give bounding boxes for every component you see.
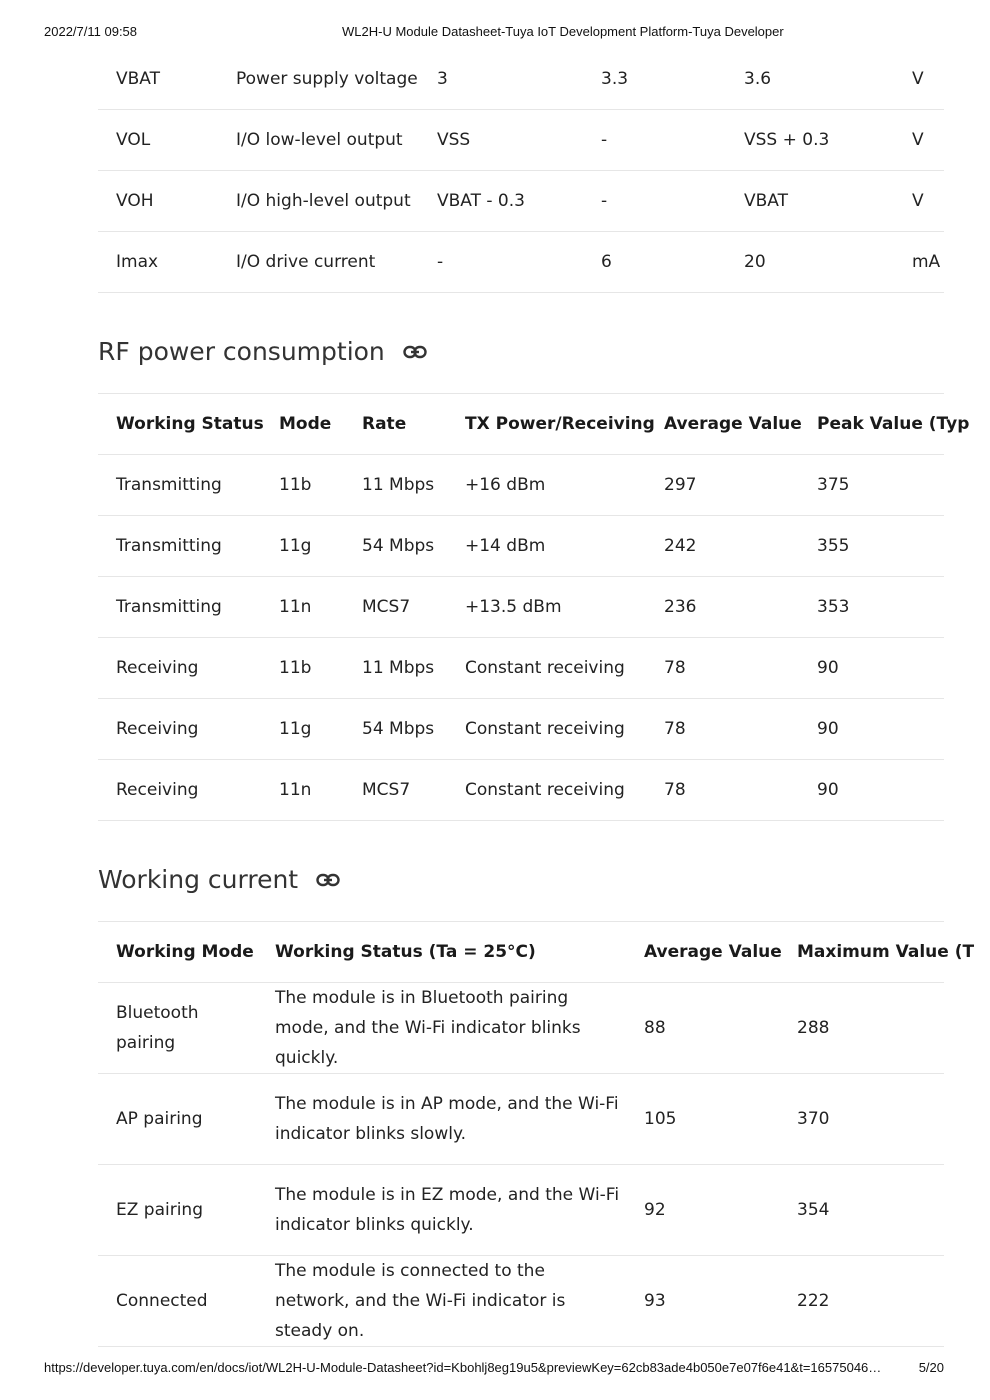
table-row bbox=[98, 171, 944, 232]
peak-value-cell: 375 bbox=[817, 475, 850, 495]
average-value-cell: 93 bbox=[644, 1291, 666, 1311]
tx-power-cell: Constant receiving bbox=[465, 780, 625, 800]
table-row bbox=[98, 110, 944, 171]
working-status-cell: Receiving bbox=[116, 719, 199, 739]
print-date: 2022/7/11 09:58 bbox=[44, 24, 138, 39]
document-title: WL2H-U Module Datasheet-Tuya IoT Development Platform-Tuya Developer bbox=[342, 24, 784, 39]
rate-cell: 11 Mbps bbox=[362, 475, 435, 495]
page-url: https://developer.tuya.com/en/docs/iot/WL2H-U-Module-Datasheet?id=Kbohlj8eg19u5&previewKey=62cb83ade4b050e7e07f6e41&t=16575046… bbox=[44, 1360, 882, 1375]
section-heading-rf-power bbox=[98, 337, 427, 366]
table-row bbox=[98, 577, 944, 638]
table-row bbox=[98, 638, 944, 699]
mode-cell: 11n bbox=[279, 597, 312, 617]
print-header bbox=[44, 24, 946, 42]
column-header: Average Value bbox=[644, 942, 782, 962]
working-status-cell: The module is in AP mode, and the Wi-Fi indicator blinks slowly. bbox=[275, 1094, 619, 1144]
average-value-cell: 78 bbox=[664, 780, 686, 800]
column-header: Average Value bbox=[664, 414, 802, 434]
param-description: I/O low-level output bbox=[236, 130, 403, 150]
param-symbol: VOL bbox=[116, 130, 151, 150]
average-value-cell: 92 bbox=[644, 1200, 666, 1220]
param-typ: 3.3 bbox=[601, 69, 629, 89]
tx-power-cell: +16 dBm bbox=[465, 475, 546, 495]
param-min: 3 bbox=[437, 69, 448, 89]
working-status-cell: The module is connected to the network, and the Wi-Fi indicator is steady on. bbox=[275, 1261, 566, 1341]
mode-cell: 11g bbox=[279, 536, 312, 556]
working-current-table bbox=[98, 921, 975, 1347]
working-mode-cell: Connected bbox=[116, 1291, 208, 1311]
rate-cell: MCS7 bbox=[362, 780, 411, 800]
peak-value-cell: 355 bbox=[817, 536, 850, 556]
working-status-cell: Receiving bbox=[116, 658, 199, 678]
mode-cell: 11b bbox=[279, 658, 312, 678]
maximum-value-cell: 222 bbox=[797, 1291, 830, 1311]
param-symbol: VBAT bbox=[116, 69, 160, 89]
average-value-cell: 105 bbox=[644, 1109, 677, 1129]
mode-cell: 11n bbox=[279, 780, 312, 800]
rate-cell: 11 Mbps bbox=[362, 658, 435, 678]
working-status-cell: Transmitting bbox=[116, 475, 222, 495]
print-footer bbox=[44, 1360, 946, 1378]
param-description: I/O drive current bbox=[236, 252, 376, 272]
table-row bbox=[98, 516, 944, 577]
average-value-cell: 236 bbox=[664, 597, 697, 617]
param-unit: V bbox=[912, 69, 924, 89]
table-row bbox=[98, 1256, 944, 1347]
table-row bbox=[98, 1165, 944, 1256]
mode-cell: 11b bbox=[279, 475, 312, 495]
average-value-cell: 297 bbox=[664, 475, 697, 495]
tx-power-cell: Constant receiving bbox=[465, 658, 625, 678]
column-header: Rate bbox=[362, 414, 407, 434]
rate-cell: 54 Mbps bbox=[362, 536, 435, 556]
param-typ: 6 bbox=[601, 252, 612, 272]
param-typ: - bbox=[601, 130, 608, 150]
column-header: Working Mode bbox=[116, 942, 254, 962]
param-min: - bbox=[437, 252, 444, 272]
tx-power-cell: +13.5 dBm bbox=[465, 597, 562, 617]
param-max: VBAT bbox=[744, 191, 788, 211]
table-row bbox=[98, 760, 944, 821]
average-value-cell: 242 bbox=[664, 536, 697, 556]
average-value-cell: 78 bbox=[664, 719, 686, 739]
column-header: Working Status bbox=[116, 414, 264, 434]
param-min: VBAT - 0.3 bbox=[437, 191, 525, 211]
param-max: VSS + 0.3 bbox=[744, 130, 830, 150]
working-mode-cell: AP pairing bbox=[116, 1109, 203, 1129]
param-description: I/O high-level output bbox=[236, 191, 411, 211]
peak-value-cell: 90 bbox=[817, 658, 839, 678]
working-status-cell: The module is in EZ mode, and the Wi-Fi indicator blinks quickly. bbox=[275, 1185, 620, 1235]
maximum-value-cell: 354 bbox=[797, 1200, 830, 1220]
param-typ: - bbox=[601, 191, 608, 211]
param-max: 20 bbox=[744, 252, 766, 272]
param-min: VSS bbox=[437, 130, 471, 150]
mode-cell: 11g bbox=[279, 719, 312, 739]
electrical-table bbox=[98, 49, 944, 293]
column-header: Working Status (Ta = 25°C) bbox=[275, 942, 536, 962]
rf-power-table bbox=[98, 393, 970, 821]
column-header: TX Power/Receiving bbox=[465, 414, 655, 434]
table-header-row bbox=[98, 393, 970, 455]
column-header: Mode bbox=[279, 414, 332, 434]
link-icon[interactable] bbox=[316, 873, 340, 887]
peak-value-cell: 353 bbox=[817, 597, 850, 617]
peak-value-cell: 90 bbox=[817, 719, 839, 739]
param-max: 3.6 bbox=[744, 69, 772, 89]
working-status-cell: Transmitting bbox=[116, 597, 222, 617]
average-value-cell: 78 bbox=[664, 658, 686, 678]
table-row bbox=[98, 49, 944, 110]
param-unit: mA bbox=[912, 252, 941, 272]
tx-power-cell: +14 dBm bbox=[465, 536, 546, 556]
table-header-row bbox=[98, 921, 975, 983]
page-number: 5/20 bbox=[918, 1360, 944, 1375]
link-icon[interactable] bbox=[403, 345, 427, 359]
rate-cell: MCS7 bbox=[362, 597, 411, 617]
rate-cell: 54 Mbps bbox=[362, 719, 435, 739]
param-symbol: VOH bbox=[116, 191, 154, 211]
tx-power-cell: Constant receiving bbox=[465, 719, 625, 739]
average-value-cell: 88 bbox=[644, 1018, 666, 1038]
param-description: Power supply voltage bbox=[236, 69, 418, 89]
table-row bbox=[98, 699, 944, 760]
table-row bbox=[98, 232, 944, 293]
peak-value-cell: 90 bbox=[817, 780, 839, 800]
table-row bbox=[98, 1074, 944, 1165]
working-status-cell: Transmitting bbox=[116, 536, 222, 556]
table-row bbox=[98, 455, 944, 516]
table-row bbox=[98, 983, 944, 1074]
section-title: Working current bbox=[98, 865, 299, 894]
section-heading-working-current bbox=[98, 865, 340, 894]
column-header: Maximum Value (T bbox=[797, 942, 975, 962]
working-status-cell: The module is in Bluetooth pairing mode, and the Wi-Fi indicator blinks quickly. bbox=[275, 988, 581, 1068]
param-unit: V bbox=[912, 191, 924, 211]
section-title: RF power consumption bbox=[98, 337, 385, 366]
working-mode-cell: EZ pairing bbox=[116, 1200, 204, 1220]
working-status-cell: Receiving bbox=[116, 780, 199, 800]
maximum-value-cell: 370 bbox=[797, 1109, 830, 1129]
maximum-value-cell: 288 bbox=[797, 1018, 830, 1038]
param-unit: V bbox=[912, 130, 924, 150]
param-symbol: Imax bbox=[116, 252, 159, 272]
working-mode-cell: Bluetooth pairing bbox=[116, 1003, 199, 1053]
column-header: Peak Value (Typ bbox=[817, 414, 970, 434]
